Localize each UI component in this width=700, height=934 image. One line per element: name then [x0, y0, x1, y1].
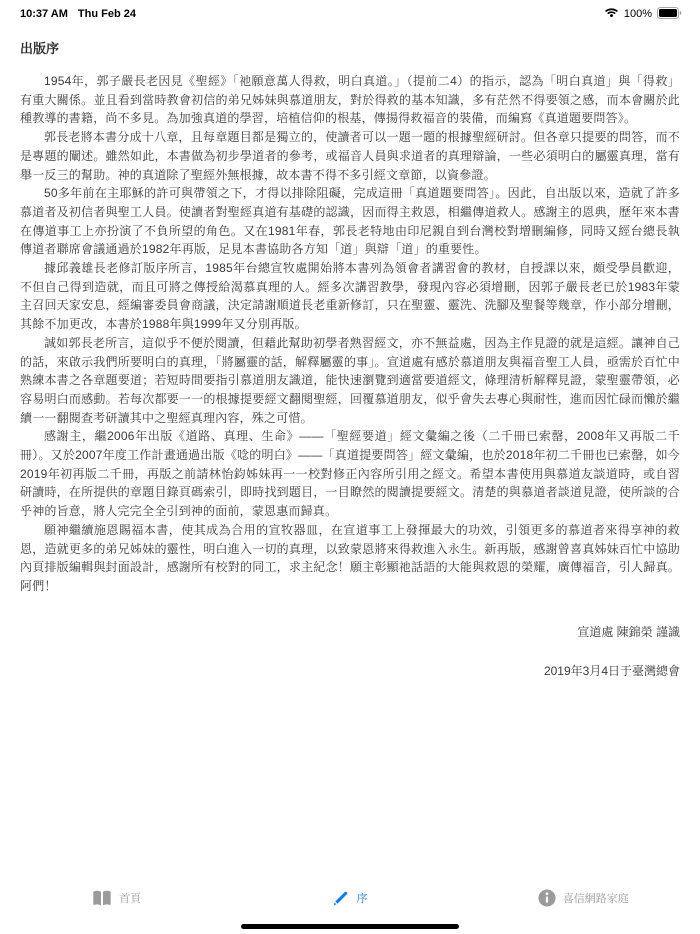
paragraph: 1954年，郭子嚴長老因見《聖經》「祂願意萬人得救，明白真道。」（提前二4）的指示，認為「明白真道」與「得救」有重大關係。並且看到當時教會初信的弟兄姊妹與慕道朋友，對於得救的基本知識，多有茫然不得要領之感，而本會關於此種教導的書籍，尚不多見。為加強真道的學習，培植信仰的根基，傳揚得救福音的裝備，而編寫《真道題要問答》。 [20, 74, 680, 126]
paragraph: 誠如郭長老所言，這似乎不便於閱讀，但藉此幫助初學者熟習經文，亦不無益處，因為主作見證的就是這經。讓神自己的話，來啟示我們所要明白的真理，「將屬靈的話，解釋屬靈的事」。宣道處有感於慕道朋友與福音聖工人員，亟需於百忙中熟練本書之各章題要道；若短時間要指引慕道朋友識道，能快速瀏覽到適當要道經文，條理清析解釋見證，蒙聖靈帶領，必容易明白而感動。若每次都要一一的根據提要經文翻閱聖經，回覆慕道朋友，似乎會失去專心與耐性，進而因忙碌而懶於繼續一一翻閱查考研讀其中之聖經真理內容，殊之可惜。 [20, 335, 680, 425]
wifi-icon [604, 7, 619, 21]
status-time: 10:37 AM [20, 8, 68, 20]
document-view [0, 24, 700, 679]
book-icon [92, 890, 112, 907]
status-date: Thu Feb 24 [77, 8, 136, 20]
tab-bar [0, 874, 700, 922]
tab-home[interactable] [0, 890, 233, 907]
battery-percent: 100% [623, 8, 652, 20]
signature-block [20, 623, 680, 679]
home-indicator[interactable] [241, 924, 459, 929]
document-paragraphs [20, 72, 680, 596]
tab-preface[interactable] [233, 890, 466, 907]
status-bar [0, 0, 700, 24]
signature-line: 宣道處 陳錦榮 謹識 [577, 624, 680, 639]
paragraph: 感謝主，繼2006年出版《道路、真理、生命》——「聖經要道」經文彙編之後（二千冊已索罄，2008年又再版二千冊）。又於2007年度工作計畫通過出版《唸的明白》——「真道提要問答」經文彙編，也於2018年初二千冊也已索罄，如今2019年初再版二千冊，再版之前請林怡鈞姊妹再一一校對修正內容所引用之經文。希望本書使用與慕道友談道時，或自習研讀時，在所提供的章題目錄頁碼索引，即時找到題目，一目瞭然的閱讀提要經文。清楚的與慕道者談道見證，使所談的合乎神的旨意，將人完完全全引到神的面前，蒙恩惠而歸真。 [20, 429, 680, 519]
paragraph: 據邱義雄長老修訂版序所言，1985年台總宣牧處開始將本書列為領會者講習會的教材，自授課以來，頗受學員歡迎，不但自己得到造就，而且可將之傳授給渴慕真理的人。經多次講習教學，發現內容必須增刪，因郭子嚴長老已於1983年蒙主召回天家安息，經編審委員會商議，決定請謝順道長老重新修訂，只在聖靈、靈洗、洗腳及聖餐等幾章，作小部分增刪，其餘不加更改，本書於1988年與1999年又分別再版。 [20, 261, 680, 332]
paragraph: 願神繼續施恩賜福本書，使其成為合用的宣牧器皿，在宣道事工上發揮最大的功效，引領更多的慕道者來得享神的救恩，造就更多的弟兄姊妹的靈性，明白進入一切的真理，以致蒙恩將來得救進入永生。新再版，感謝曾喜真姊妹百忙中協助內頁排版編輯與封面設計，感謝所有校對的同工，求主紀念！願主彰顯祂話語的大能與救恩的榮耀，廣傳福音，引人歸真。阿們！ [20, 522, 680, 593]
paragraph: 50多年前在主耶穌的許可與帶領之下，才得以排除阻礙，完成這冊「真道題要問答」。因此，自出版以來，造就了許多慕道者及初信者與聖工人員。使讀者對聖經真道有基礎的認識，因而得主救恩，相繼傳道救人。感謝主的恩典，歷年來本書在傳道事工上亦扮演了不負所望的角色。又在1981年春，郭長老特地由印尼親自到台灣校對增刪編修，同時又經台總長執傳道者聯席會議通過於1982年再版，足見本書協助各方知「道」與辯「道」的重要性。 [20, 186, 680, 257]
battery-icon [657, 7, 682, 22]
tab-info[interactable] [467, 889, 700, 907]
info-icon [538, 889, 556, 907]
paragraph: 郭長老將本書分成十八章，且每章題目都是獨立的，使讀者可以一題一題的根據聖經研討。但各章只提要的問答，而不是專題的闡述。雖然如此，本書做為初步學道者的參考，或福音人員與求道者的真理辯論，一些必須明白的屬靈真理，當有舉一反三的幫助。神的真道除了聖經外無根據，故本書不得不多引經文章節，以資參證。 [20, 130, 680, 182]
tab-home-label: 首頁 [119, 893, 142, 905]
tab-preface-label: 序 [356, 893, 368, 905]
tab-info-label: 喜信網路家庭 [562, 893, 629, 905]
date-line: 2019年3月4日于臺灣總會 [543, 663, 680, 678]
pen-icon [332, 890, 349, 907]
page-title: 出版序 [20, 41, 60, 56]
